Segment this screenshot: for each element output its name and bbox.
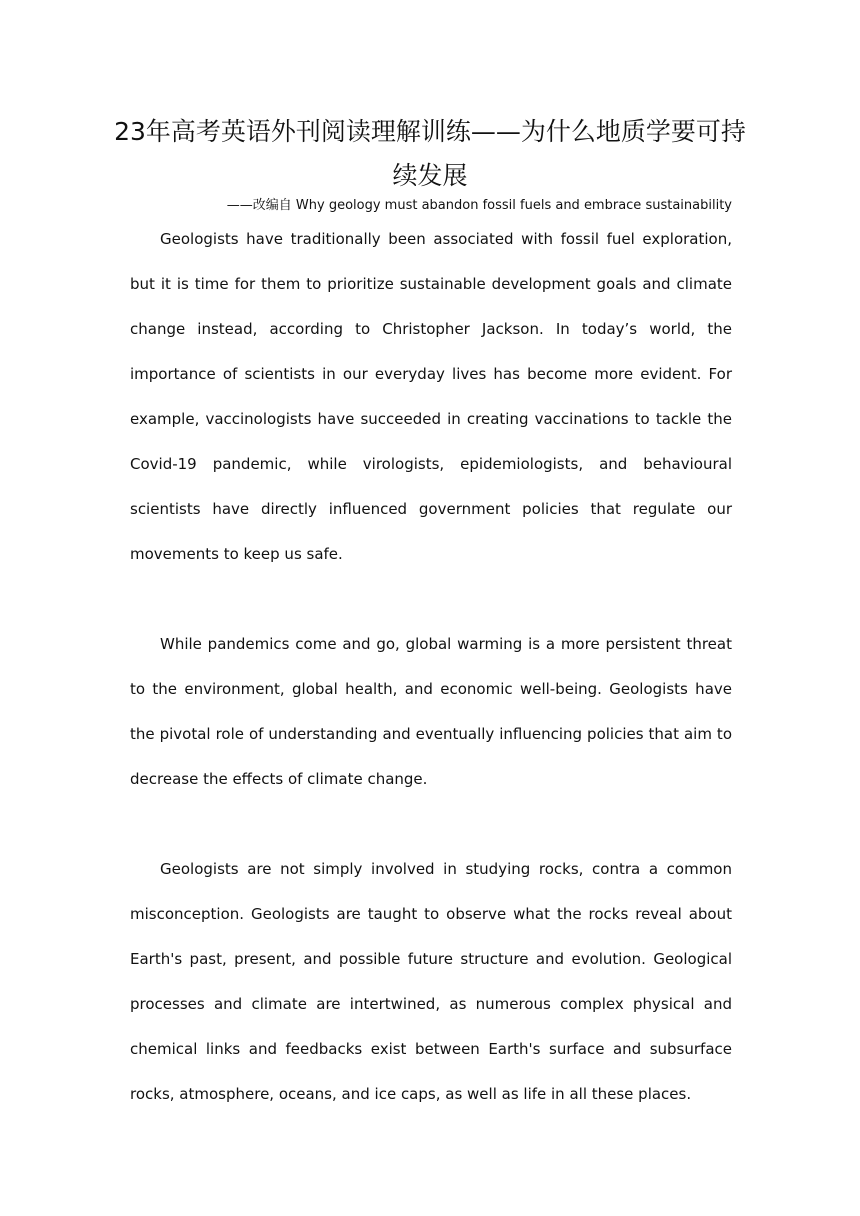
paragraph-3: Geologists are not simply involved in studying rocks, contra a common misconception. Geologists are taught to observe what the rocks reveal about Earth's past, present, and possible future structure and evolution. Geological processes and climate are intertwined, as numerous complex physical and chemical links and feedbacks exist between Earth's surface and subsurface rocks, atmosphere, oceans, and ice caps, as well as life in all these places. bbox=[130, 860, 732, 1103]
paragraph-2: While pandemics come and go, global warming is a more persistent threat to the environment, global health, and economic well-being. Geologists have the pivotal role of understanding and eventually influencing policies that aim to decrease the effects of climate change. bbox=[130, 635, 732, 788]
paragraph-1: Geologists have traditionally been associated with fossil fuel exploration, but it is time for them to prioritize sustainable development goals and climate change instead, according to Christopher Jackson. In today’s world, the importance of scientists in our everyday lives has become more evident. For example, vaccinologists have succeeded in creating vaccinations to tackle the Covid-19 pandemic, while virologists, epidemiologists, and behavioural scientists have directly influenced government policies that regulate our movements to keep us safe. bbox=[130, 230, 732, 563]
document-title: 23年高考英语外刊阅读理解训练——为什么地质学要可持续发展 bbox=[114, 117, 746, 190]
document-subtitle: ——改编自 Why geology must abandon fossil fuels and embrace sustainability bbox=[226, 198, 732, 213]
